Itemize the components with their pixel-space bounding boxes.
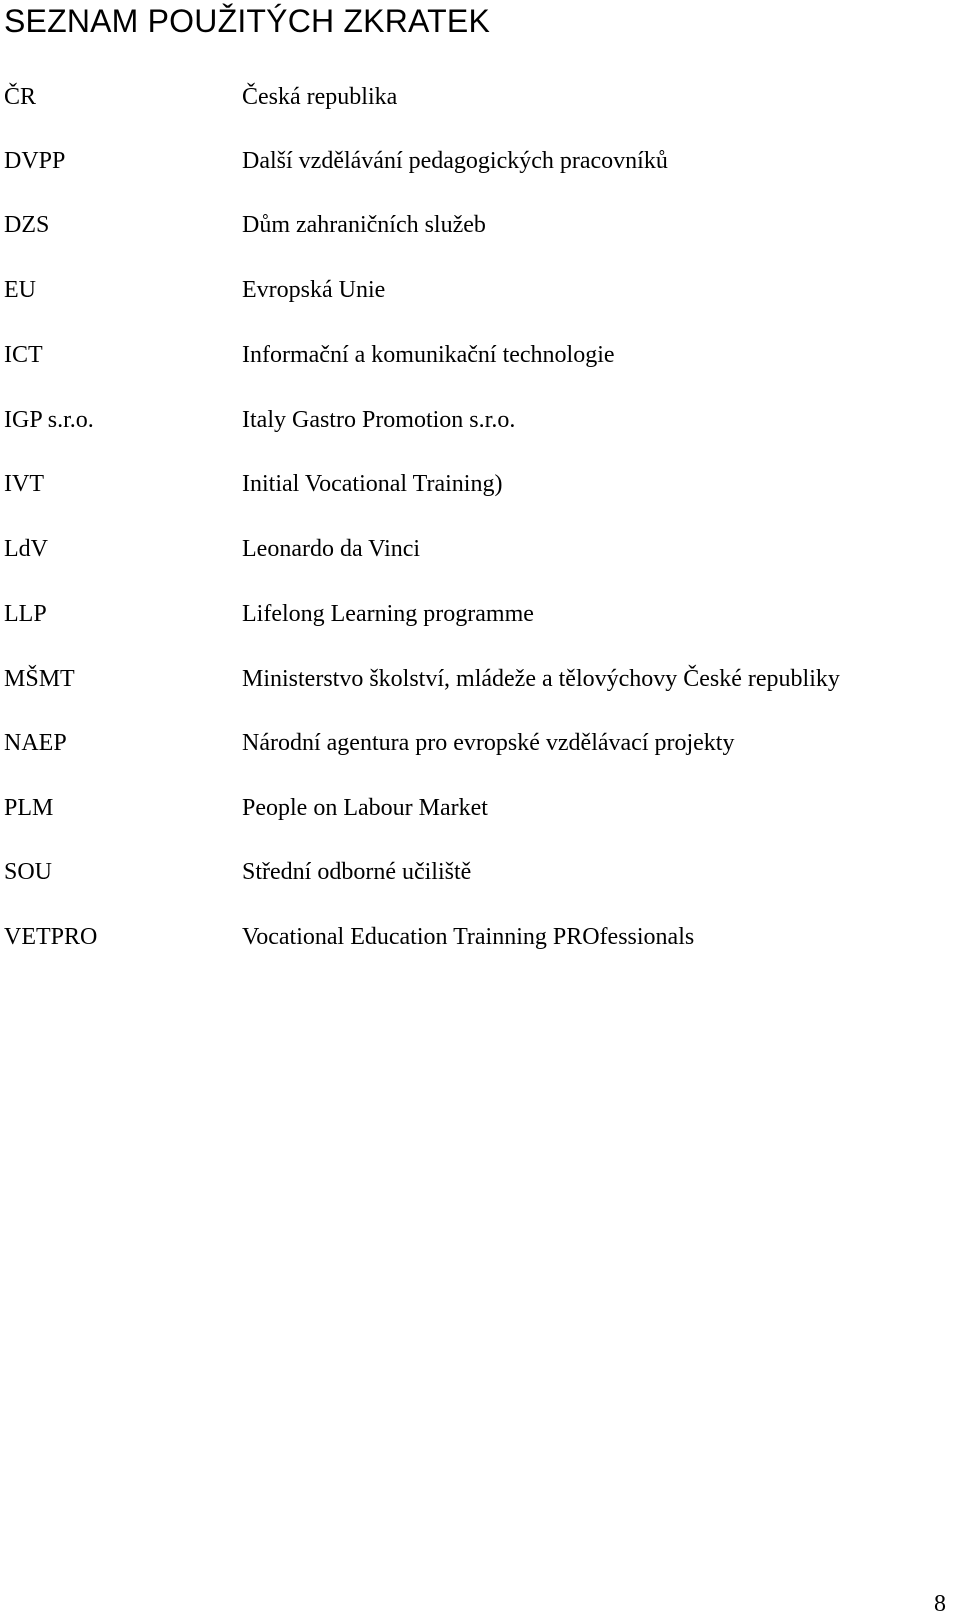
list-item xyxy=(0,205,960,245)
abbreviation-code: MŠMT xyxy=(4,666,75,692)
abbreviation-meaning: Lifelong Learning programme xyxy=(242,601,534,627)
abbreviation-code: PLM xyxy=(4,795,54,821)
abbreviation-meaning: People on Labour Market xyxy=(242,795,488,821)
abbreviation-code: DVPP xyxy=(4,148,66,174)
abbreviation-code: DZS xyxy=(4,212,50,238)
list-item xyxy=(0,529,960,569)
list-item xyxy=(0,335,960,375)
abbreviation-meaning: Initial Vocational Training) xyxy=(242,471,503,497)
abbreviation-code: SOU xyxy=(4,859,53,885)
list-item xyxy=(0,464,960,504)
abbreviation-meaning: Ministerstvo školství, mládeže a tělovýchovy České republiky xyxy=(242,666,840,692)
abbreviation-meaning: Další vzdělávání pedagogických pracovníků xyxy=(242,148,668,174)
list-item xyxy=(0,77,960,117)
page-title: SEZNAM POUŽITÝCH ZKRATEK xyxy=(4,3,491,39)
abbreviation-meaning: Dům zahraničních služeb xyxy=(242,212,486,238)
abbreviation-meaning: Střední odborné učiliště xyxy=(242,859,472,885)
abbreviation-code: IVT xyxy=(4,471,44,497)
abbreviation-code: VETPRO xyxy=(4,924,98,950)
page-number: 8 xyxy=(934,1591,946,1617)
list-item xyxy=(0,723,960,763)
abbreviation-meaning: Česká republika xyxy=(242,84,398,110)
abbreviation-code: LLP xyxy=(4,601,47,627)
list-item xyxy=(0,141,960,181)
list-item xyxy=(0,594,960,634)
abbreviation-code: ICT xyxy=(4,342,43,368)
list-item xyxy=(0,400,960,440)
abbreviation-code: LdV xyxy=(4,536,48,562)
abbreviation-code: EU xyxy=(4,277,36,303)
list-item xyxy=(0,917,960,957)
list-item xyxy=(0,659,960,699)
abbreviation-meaning: Vocational Education Trainning PROfessionals xyxy=(242,924,695,950)
abbreviation-meaning: Leonardo da Vinci xyxy=(242,536,421,562)
list-item xyxy=(0,270,960,310)
list-item xyxy=(0,852,960,892)
abbreviation-code: IGP s.r.o. xyxy=(4,407,94,433)
abbreviation-code: NAEP xyxy=(4,730,67,756)
list-item xyxy=(0,788,960,828)
abbreviation-meaning: Evropská Unie xyxy=(242,277,386,303)
abbreviation-meaning: Národní agentura pro evropské vzdělávací projekty xyxy=(242,730,735,756)
abbreviation-code: ČR xyxy=(4,84,37,110)
abbreviation-meaning: Italy Gastro Promotion s.r.o. xyxy=(242,407,516,433)
abbreviation-meaning: Informační a komunikační technologie xyxy=(242,342,615,368)
